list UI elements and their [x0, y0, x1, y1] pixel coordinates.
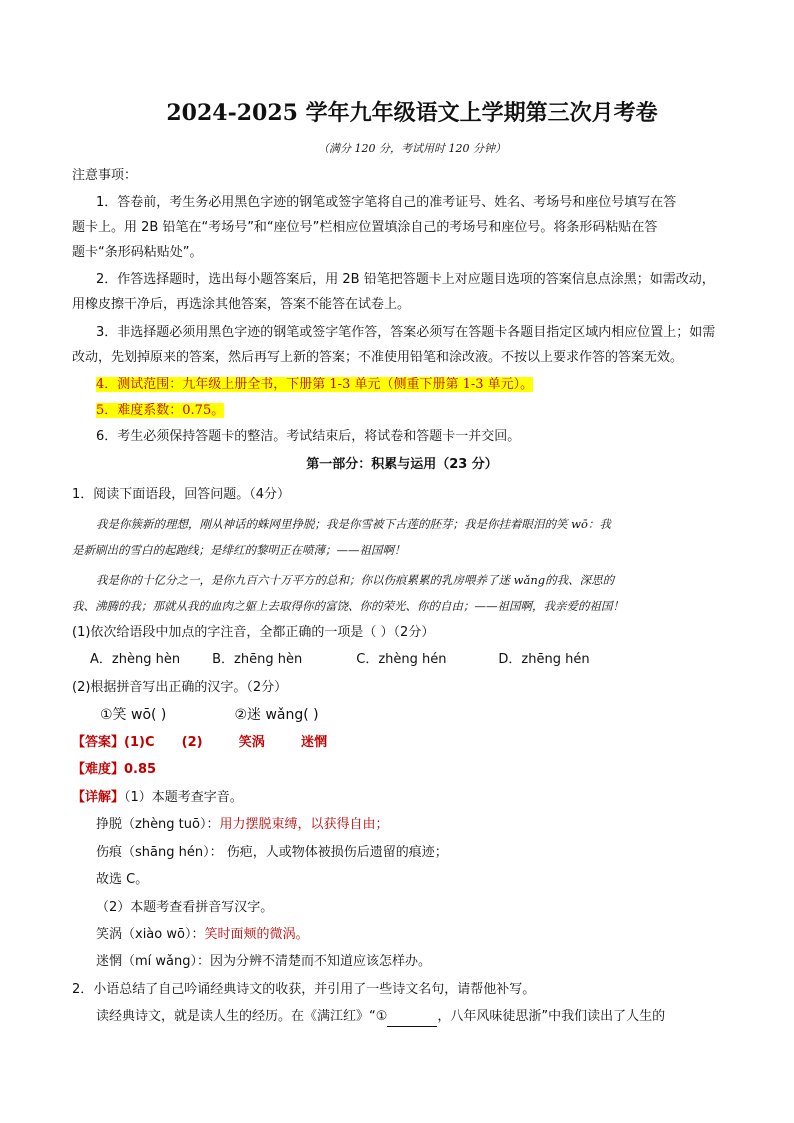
- detail-definition: 用力摆脱束缚，以获得自由；: [219, 817, 389, 832]
- notice-line: 题卡“条形码粘贴处”。: [72, 245, 203, 260]
- detail-word: 挣脱（zhèng tuō）：: [96, 817, 220, 832]
- detail-word: 迷惘（mí wǎng）：: [96, 954, 210, 969]
- question-2-line: [96, 1007, 756, 1027]
- question-2-text-end: ，八年风味徒思浙”中我们读出了人生的: [437, 1009, 666, 1024]
- detail-word: 笑涡（xiào wō）：: [96, 927, 205, 942]
- detail-row: [72, 788, 732, 808]
- detail-word: 伤痕（shāng hén）：: [96, 845, 223, 860]
- passage-line: 我是你簇新的理想，刚从神话的蛛网里挣脱；我是你雪被下古莲的胚芽；我是你挂着眼泪的笑 wō：我: [96, 517, 611, 531]
- fill-row: [100, 705, 760, 725]
- question-1-sub-1: (1)依次给语段中加点的字注音，全都正确的一项是（ ）（2分）: [72, 625, 435, 640]
- options-row: [90, 650, 750, 670]
- detail-text: （1）本题考查字音。: [124, 790, 243, 805]
- answer-label: 【答案】: [72, 735, 125, 750]
- detail-definition: 伤疤，人或物体被损伤后遗留的痕迹；: [222, 845, 448, 860]
- difficulty-label: 【难度】: [72, 762, 125, 777]
- fill-item: ②迷 wǎng( ): [234, 707, 319, 723]
- detail-entry: [96, 815, 756, 835]
- detail-entry: [96, 925, 756, 945]
- notice-line: 题卡上。用 2B 铅笔在“考场号”和“座位号”栏相应位置填涂自己的考场号和座位号。将条形码粘贴在答: [72, 220, 658, 235]
- notice-line: 3．非选择题必须用黑色字迹的钢笔或签字笔作答，答案必须写在答题卡各题目指定区域内相应位置上；如需: [96, 325, 716, 340]
- option-a: A．zhèng hèn: [90, 652, 181, 667]
- detail-entry: [96, 843, 756, 863]
- notice-line: 用橡皮擦干净后，再选涂其他答案，答案不能答在试卷上。: [72, 297, 411, 312]
- passage-line: 是新刷出的雪白的起跑线；是绯红的黎明正在喷薄；——祖国啊！: [72, 543, 406, 557]
- question-2-text-start: 读经典诗文，就是读人生的经历。在《满江红》“①: [96, 1009, 388, 1024]
- detail-choice: 故选 C。: [96, 872, 149, 887]
- notice-line: 1．答卷前，考生务必用黑色字迹的钢笔或签字笔将自己的准考证号、姓名、考场号和座位号填写在答: [96, 195, 677, 210]
- answer-blank[interactable]: [387, 1012, 437, 1027]
- detail-entry: [96, 952, 756, 972]
- notice-line: 2．作答选择题时，选出每小题答案后，用 2B 铅笔把答题卡上对应题目选项的答案信息点涂黑；如需改动，: [96, 272, 715, 287]
- notice-line: 改动，先划掉原来的答案，然后再写上新的答案；不准使用铅笔和涂改液。不按以上要求作答的答案无效。: [72, 350, 684, 365]
- page-title: 2024-2025 学年九年级语文上学期第三次月考卷: [166, 100, 658, 126]
- question-1-stem: 1．阅读下面语段，回答问题。（4分）: [72, 487, 291, 502]
- section-heading: 第一部分：积累与运用（23 分）: [306, 457, 498, 472]
- notice-difficulty-highlight: 5．难度系数：0.75。: [96, 403, 225, 418]
- option-c: C．zhèng hén: [356, 652, 447, 667]
- answer-row: [72, 733, 732, 753]
- detail-definition: 笑时面颊的微涡。: [204, 927, 309, 942]
- passage-line: 我是你的十亿分之一，是你九百六十万平方的总和；你以伤痕累累的乳房喂养了迷 wǎng的我、深思的: [96, 573, 615, 587]
- option-b: B．zhēng hèn: [212, 652, 303, 667]
- answer-text: (1)C (2) 笑涡 迷惘: [124, 735, 327, 750]
- detail-definition: 因为分辨不清楚而不知道应该怎样办。: [210, 954, 432, 969]
- page-subtitle: （满分 120 分，考试用时 120 分钟）: [318, 142, 506, 155]
- notice-scope-highlight: 4．测试范围：九年级上册全书，下册第 1-3 单元（侧重下册第 1-3 单元）。: [96, 377, 534, 392]
- notice-line: 6．考生必须保持答题卡的整洁。考试结束后，将试卷和答题卡一并交回。: [96, 429, 521, 444]
- fill-item: ①笑 wō( ): [100, 707, 167, 723]
- question-1-sub-2: (2)根据拼音写出正确的汉字。（2分）: [72, 680, 288, 695]
- notice-heading: 注意事项：: [72, 168, 138, 183]
- question-2-stem: 2．小语总结了自己吟诵经典诗文的收获，并引用了一些诗文名句，请帮他补写。: [72, 982, 536, 997]
- difficulty-row: [72, 760, 732, 780]
- detail-text: （2）本题考查看拼音写汉字。: [96, 900, 274, 915]
- option-d: D．zhēng hén: [498, 652, 590, 667]
- passage-line: 我、沸腾的我；那就从我的血肉之躯上去取得你的富饶、你的荣光、你的自由；——祖国啊，我亲爱的祖国！: [72, 599, 624, 613]
- difficulty-value: 0.85: [124, 762, 157, 777]
- detail-label: 【详解】: [72, 790, 125, 805]
